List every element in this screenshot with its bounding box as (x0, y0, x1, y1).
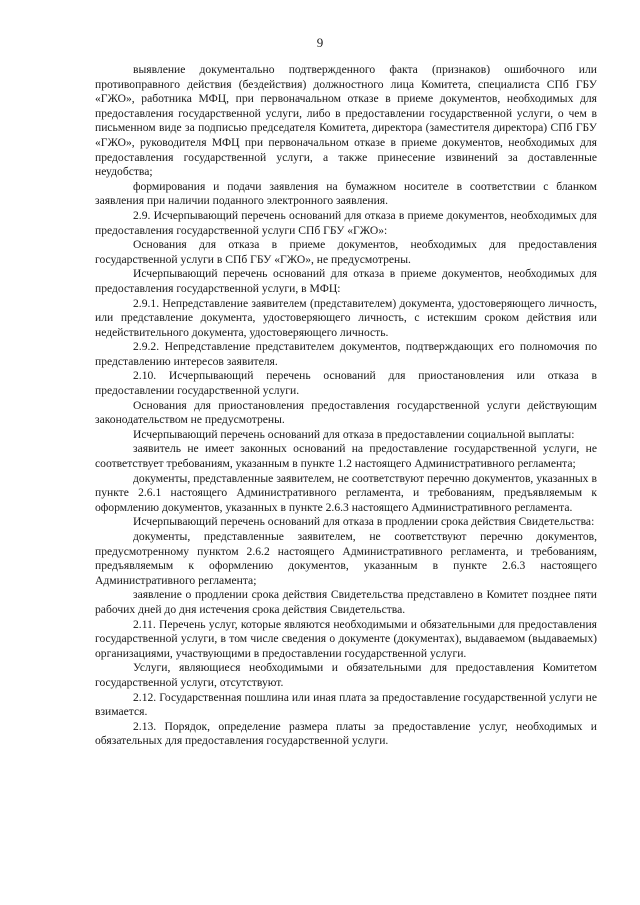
paragraph-refusal-reason-1: заявитель не имеет законных оснований на предоставление государственной услуги, не соответствует требованиям, указанным в пункте 1.2 настоящего Административного регламента; (95, 442, 597, 471)
paragraph-2-10-refusal: Исчерпывающий перечень оснований для отказа в предоставлении социальной выплаты: (133, 427, 575, 441)
paragraph-refusal-reason-2: документы, представленные заявителем, не соответствуют перечню документов, указанных в пункте 2.6.1 настоящего Административного регламента, и требованиям, предъявляемым к оформлению документов, указанных в пункте 2.6.3 настоящего Административного регламента. (95, 471, 597, 514)
paragraph-apology: выявление документально подтвержденного факта (признаков) ошибочного или противоправного действия (бездействия) должностного лица Комитета, специалиста СПб ГБУ «ГЖО», работника МФЦ, при первоначальном отказе в приеме документов, необходимых для предоставления государственной услуги, либо в предоставлении государственной услуги, о чем в письменном виде за подписью председателя Комитета, директора (заместителя директора) СПб ГБУ «ГЖО», руководителя МФЦ при первоначальном отказе в приеме документов, необходимых для предоставления государственной услуги, а также принесение извинений за доставленные неудобства; (95, 63, 597, 179)
paragraph-2-10-suspension: Основания для приостановления предоставления государственной услуги действующим законодательством не предусмотрены. (95, 398, 597, 427)
paragraph-2-11-services: Услуги, являющиеся необходимыми и обязательными для предоставления Комитетом государственной услуги, отсутствуют. (95, 661, 597, 689)
paragraph-extension-reason-1: документы, представленные заявителем, не соответствуют перечню документов, предусмотренному пунктом 2.6.2 настоящего Административного регламента, и требованиям, предъявляемым к оформлению документов, указанным в пункте 2.6.3 настоящего Административного регламента; (95, 530, 597, 587)
paragraph-extension-refusal: Исчерпывающий перечень оснований для отказа в продлении срока действия Свидетельства: (133, 515, 595, 529)
paragraph-2-9-2: 2.9.2. Непредставление представителем документов, подтверждающих его полномочия по представлению интересов заявителя. (95, 340, 597, 368)
paragraph-2-10: 2.10. Исчерпывающий перечень оснований для приостановления или отказа в предоставлении государственной услуги. (95, 369, 597, 398)
page-number: 9 (316, 35, 324, 50)
paragraph-2-9-gzho: Основания для отказа в приеме документов, необходимых для предоставления государственной услуги в СПб ГБУ «ГЖО», не предусмотрены. (95, 238, 597, 266)
paragraph-2-11: 2.11. Перечень услуг, которые являются необходимыми и обязательными для предоставления государственной услуги, в том числе сведения о документе (документах), выдаваемом (выдаваемых) организациями, участвующими в предоставлении государственной услуги. (95, 617, 597, 660)
paragraph-paper-application: формирования и подачи заявления на бумажном носителе в соответствии с бланком заявления при наличии поданного электронного заявления. (95, 179, 597, 208)
paragraph-2-9-1: 2.9.1. Непредставление заявителем (представителем) документа, удостоверяющего личность, или представление документа, удостоверяющего личность, с истекшим сроком действия или недействительного документа, удостоверяющего личность. (95, 296, 597, 339)
document-body (95, 63, 597, 749)
paragraph-2-9: 2.9. Исчерпывающий перечень оснований для отказа в приеме документов, необходимых для предоставления государственной услуги СПб ГБУ «ГЖО»: (95, 208, 597, 237)
paragraph-2-12: 2.12. Государственная пошлина или иная плата за предоставление государственной услуги не взимается. (95, 690, 597, 719)
paragraph-extension-reason-2: заявление о продлении срока действия Свидетельства представлено в Комитет позднее пяти рабочих дней до дня истечения срока действия Свидетельства. (95, 588, 597, 616)
paragraph-2-9-mfc: Исчерпывающий перечень оснований для отказа в приеме документов, необходимых для предоставления государственной услуги, в МФЦ: (95, 267, 597, 295)
paragraph-2-13: 2.13. Порядок, определение размера платы за предоставление услуг, необходимых и обязательных для предоставления государственной услуги. (95, 719, 597, 748)
